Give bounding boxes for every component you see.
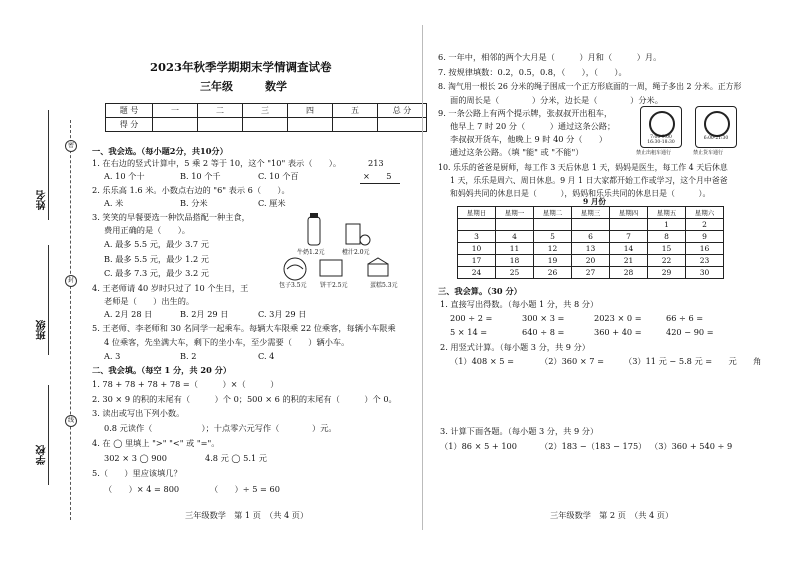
score-input-cell[interactable] bbox=[378, 118, 427, 132]
calendar-cell bbox=[458, 219, 496, 231]
subject-label: 数学 bbox=[265, 80, 287, 93]
food-label: 包子3.5元 bbox=[279, 282, 307, 289]
s3-mental-math-item[interactable]: 2023 × 0 = bbox=[594, 313, 642, 323]
calendar-cell: 1 bbox=[648, 219, 686, 231]
score-input-cell[interactable] bbox=[288, 118, 333, 132]
s3-question-3: 3. 计算下面各题。（每小题 3 分，共 9 分） bbox=[440, 426, 599, 436]
s1-q3-option-a[interactable]: A. 最多 5.5 元，最少 3.7 元 bbox=[104, 239, 209, 249]
s2-question-8-line2: 面的周长是（ ）分米，边长是（ ）分米。 bbox=[450, 95, 663, 105]
calendar-cell: 6 bbox=[572, 231, 610, 243]
s3-vertical-calc-item[interactable]: （3）11 元 − 5.8 元 = 元 角 bbox=[624, 356, 762, 366]
calendar-header: 星期二 bbox=[534, 207, 572, 219]
calendar-cell bbox=[572, 219, 610, 231]
s1-q3-option-c[interactable]: C. 最多 7.3 元，最少 3.2 元 bbox=[104, 268, 209, 278]
calendar-cell: 30 bbox=[686, 267, 724, 279]
food-label: 蛋糕5.3元 bbox=[370, 282, 398, 289]
calendar-header: 星期四 bbox=[610, 207, 648, 219]
bun-fold-icon bbox=[287, 265, 303, 269]
calendar-table bbox=[457, 206, 724, 279]
s2-question-10-line3: 和妈妈共同的休息日是（ ），妈妈和乐乐共同的休息日是（ ）。 bbox=[450, 189, 711, 198]
school-write-line[interactable] bbox=[48, 385, 49, 485]
sign-text: 16:30-18:30 bbox=[647, 140, 675, 145]
s2-question-9-line4: 通过这条公路。（填 "能" 或 "不能"） bbox=[450, 147, 584, 157]
orange-icon bbox=[360, 235, 370, 245]
calendar-header: 星期五 bbox=[648, 207, 686, 219]
calendar-cell: 8 bbox=[648, 231, 686, 243]
s1-question-2: 2. 乐乐高 1.6 米。小数点右边的 "6" 表示 6（ ）。 bbox=[92, 185, 290, 195]
s2-question-10: 10. 乐乐的爸爸是厨师，每工作 3 天后休息 1 天，妈妈是医生，每工作 4 天后休息 bbox=[438, 163, 728, 172]
calendar-cell: 15 bbox=[648, 243, 686, 255]
s3-expression-item[interactable]: （2）183 −（183 − 175） bbox=[540, 441, 647, 451]
page-divider bbox=[422, 25, 423, 530]
calendar-cell bbox=[496, 219, 534, 231]
score-header-cell: 总 分 bbox=[378, 104, 427, 118]
school-label: 学校 bbox=[37, 445, 48, 465]
score-table bbox=[105, 103, 427, 132]
seal-mark-circle: 线 bbox=[65, 415, 77, 427]
s1-q2-option-a[interactable]: A. 米 bbox=[104, 198, 124, 208]
s2-q5-blank-2[interactable]: （ ）÷ 5 = 60 bbox=[210, 484, 280, 494]
sign-text: 6:00-21:30 bbox=[703, 136, 729, 141]
sign-caption: 禁止出租车通行 bbox=[636, 150, 672, 156]
s2-question-3-line2: 0.8 元读作（ ）；十点零六元写作（ ）元。 bbox=[104, 423, 337, 433]
juice-glass-icon bbox=[346, 224, 360, 244]
milk-bottle-icon bbox=[308, 217, 320, 245]
calendar-cell: 25 bbox=[496, 267, 534, 279]
s1-q1-option-b[interactable]: B. 10 个千 bbox=[180, 171, 221, 181]
s1-q4-option-a[interactable]: A. 2月 28 日 bbox=[104, 309, 153, 319]
calendar-cell: 12 bbox=[534, 243, 572, 255]
cake-icon bbox=[368, 258, 388, 276]
s3-expression-item[interactable]: （3）360 + 540 ÷ 9 bbox=[650, 441, 733, 451]
s3-mental-math-item[interactable]: 5 × 14 = bbox=[450, 327, 488, 337]
no-truck-icon bbox=[704, 111, 730, 137]
s2-question-9: 9. 一条公路上有两个提示牌，张叔叔开出租车， bbox=[438, 108, 613, 118]
s3-vertical-calc-item[interactable]: （2）360 × 7 = bbox=[540, 356, 604, 366]
footer-page-2: 三年级数学 第 2 页 （共 4 页） bbox=[550, 510, 674, 520]
s1-q5-option-b[interactable]: B. 2 bbox=[180, 351, 197, 361]
calendar-cell bbox=[610, 219, 648, 231]
s3-vertical-calc-item[interactable]: （1）408 × 5 = bbox=[450, 356, 514, 366]
score-input-cell[interactable] bbox=[198, 118, 243, 132]
vertical-calc-line bbox=[360, 183, 400, 184]
calendar-cell: 17 bbox=[458, 255, 496, 267]
calendar-cell: 2 bbox=[686, 219, 724, 231]
s2-question-10-line2: 1 天，乐乐是周六、周日休息。9 月 1 日大家都开始工作或学习，这个月中爸爸 bbox=[450, 176, 728, 185]
s2-q4-compare-1[interactable]: 302 × 3 ◯ 900 bbox=[104, 453, 167, 463]
calendar-cell: 7 bbox=[610, 231, 648, 243]
calendar-cell: 22 bbox=[648, 255, 686, 267]
s1-question-1: 1. 在右边的竖式计算中，5 乘 2 等于 10，这个 "10" 表示（ ）。 bbox=[92, 158, 342, 168]
score-header-cell: 二 bbox=[198, 104, 243, 118]
vertical-calc-multiplier: × 5 bbox=[363, 171, 392, 181]
calendar-cell: 29 bbox=[648, 267, 686, 279]
calendar-cell: 4 bbox=[496, 231, 534, 243]
section3-heading: 三、我会算。（30 分） bbox=[438, 286, 522, 296]
calendar-cell: 16 bbox=[686, 243, 724, 255]
s1-q5-option-a[interactable]: A. 3 bbox=[104, 351, 121, 361]
score-header-cell: 一 bbox=[153, 104, 198, 118]
biscuit-icon bbox=[320, 260, 342, 276]
s1-question-5-line2: 4 位乘客，先坐满大车，剩下的坐小车，至少需要（ ）辆小车。 bbox=[104, 337, 350, 347]
grade-label: 三年级 bbox=[200, 80, 233, 93]
food-label: 饼干2.5元 bbox=[320, 282, 348, 289]
score-header-cell: 题 号 bbox=[106, 104, 153, 118]
no-taxi-icon bbox=[649, 111, 675, 137]
calendar-header: 星期日 bbox=[458, 207, 496, 219]
s2-question-8: 8. 淘气用一根长 26 分米的绳子围成一个正方形底面的一周，绳子多出 2 分米。正方形 bbox=[438, 82, 742, 91]
s3-question-2: 2. 用竖式计算。（每小题 3 分，共 9 分） bbox=[440, 342, 590, 352]
s2-question-3: 3. 读出或写出下列小数。 bbox=[92, 408, 185, 418]
score-header-cell: 四 bbox=[288, 104, 333, 118]
s2-question-4: 4. 在 ◯ 里填上 ">" "<" 或 "="。 bbox=[92, 438, 220, 448]
calendar-cell: 24 bbox=[458, 267, 496, 279]
s1-q5-option-c[interactable]: C. 4 bbox=[258, 351, 275, 361]
calendar-cell: 28 bbox=[610, 267, 648, 279]
s1-q2-option-c[interactable]: C. 厘米 bbox=[258, 198, 286, 208]
score-header-cell: 三 bbox=[243, 104, 288, 118]
s2-question-2: 2. 30 × 9 的积的末尾有（ ）个 0；500 × 6 的积的末尾有（ ）个 0。 bbox=[92, 394, 397, 404]
seal-mark-circle: 密 bbox=[65, 140, 77, 152]
s1-q4-option-c[interactable]: C. 3月 29 日 bbox=[258, 309, 307, 319]
calendar-cell: 18 bbox=[496, 255, 534, 267]
s1-q3-option-b[interactable]: B. 最多 5.5 元，最少 1.2 元 bbox=[104, 254, 209, 264]
s3-mental-math-item[interactable]: 640 ÷ 8 = bbox=[522, 327, 565, 337]
s3-mental-math-item[interactable]: 360 + 40 = bbox=[594, 327, 642, 337]
score-input-cell[interactable] bbox=[243, 118, 288, 132]
calendar-cell: 19 bbox=[534, 255, 572, 267]
s2-q4-compare-2[interactable]: 4.8 元 ◯ 5.1 元 bbox=[205, 453, 267, 463]
class-label: 班级 bbox=[37, 320, 48, 340]
score-header-cell: 五 bbox=[333, 104, 378, 118]
seal-mark-circle: 封 bbox=[65, 275, 77, 287]
s3-expression-item[interactable]: （1）86 × 5 + 100 bbox=[440, 441, 517, 451]
calendar-cell: 9 bbox=[686, 231, 724, 243]
exam-title: 2023年秋季学期期末学情调查试卷 bbox=[150, 60, 332, 74]
s3-mental-math-item[interactable]: 420 − 90 = bbox=[666, 327, 714, 337]
taxi-restriction-sign bbox=[640, 106, 682, 148]
s2-q5-blank-1[interactable]: （ ）× 4 = 800 bbox=[104, 484, 180, 494]
food-label: 牛奶1.2元 bbox=[297, 249, 325, 256]
s1-q1-option-c[interactable]: C. 10 个百 bbox=[258, 171, 299, 181]
s2-question-7: 7. 按规律填数：0.2，0.5，0.8，（ ），（ ）。 bbox=[438, 67, 627, 77]
calendar-title: 9 月份 bbox=[583, 197, 606, 206]
calendar-cell: 3 bbox=[458, 231, 496, 243]
s3-mental-math-item[interactable]: 300 × 3 = bbox=[522, 313, 565, 323]
vertical-calc-number: 213 bbox=[368, 158, 384, 168]
s1-question-3: 3. 笑笑的早餐要选一种饮品搭配一种主食， bbox=[92, 212, 250, 222]
calendar-cell: 11 bbox=[496, 243, 534, 255]
calendar-cell: 26 bbox=[534, 267, 572, 279]
milk-bottle-cap-icon bbox=[310, 213, 318, 218]
calendar-cell: 14 bbox=[610, 243, 648, 255]
s1-question-4: 4. 王老师请 40 岁时只过了 10 个生日，王 bbox=[92, 283, 249, 293]
calendar-cell: 21 bbox=[610, 255, 648, 267]
calendar-cell: 5 bbox=[534, 231, 572, 243]
section2-heading: 二、我会填。（每空 1 分，共 20 分） bbox=[92, 365, 232, 375]
footer-page-1: 三年级数学 第 1 页 （共 4 页） bbox=[185, 510, 309, 520]
s3-mental-math-item[interactable]: 66 ÷ 6 = bbox=[666, 313, 704, 323]
s1-question-5: 5. 王老师、李老师和 30 名同学一起乘车。每辆大车限乘 22 位乘客，每辆小车限乘 bbox=[92, 323, 396, 333]
s1-q1-option-a[interactable]: A. 10 个十 bbox=[104, 171, 145, 181]
s2-question-1: 1. 78 + 78 + 78 + 78 =（ ）×（ ） bbox=[92, 379, 279, 389]
s1-q4-option-b[interactable]: B. 2月 29 日 bbox=[180, 309, 229, 319]
score-input-cell[interactable] bbox=[153, 118, 198, 132]
section1-heading: 一、我会选。（每小题2分，共10分） bbox=[92, 146, 228, 156]
s3-question-1: 1. 直接写出得数。（每小题 1 分，共 8 分） bbox=[440, 299, 599, 309]
calendar-header: 星期一 bbox=[496, 207, 534, 219]
sign-text: 7:00-9:00 bbox=[650, 135, 672, 140]
food-label: 橙汁2.0元 bbox=[342, 249, 370, 256]
s1-question-4-line2: 老师是（ ）出生的。 bbox=[104, 296, 195, 306]
calendar-cell: 13 bbox=[572, 243, 610, 255]
score-input-cell[interactable] bbox=[333, 118, 378, 132]
calendar-cell: 27 bbox=[572, 267, 610, 279]
s3-mental-math-item[interactable]: 200 ÷ 2 = bbox=[450, 313, 493, 323]
truck-restriction-sign bbox=[695, 106, 737, 148]
calendar-header: 星期三 bbox=[572, 207, 610, 219]
binding-dashed-line bbox=[70, 120, 71, 520]
calendar-cell: 20 bbox=[572, 255, 610, 267]
s2-question-9-line3: 李叔叔开货车，他晚上 9 时 40 分（ ） bbox=[450, 134, 608, 144]
calendar-cell bbox=[534, 219, 572, 231]
sign-caption: 禁止货车通行 bbox=[693, 150, 724, 156]
calendar-header: 星期六 bbox=[686, 207, 724, 219]
s1-question-3-line2: 费用正确的是（ ）。 bbox=[104, 225, 190, 235]
s2-question-9-line2: 他早上 7 时 20 分（ ）通过这条公路； bbox=[450, 121, 616, 131]
s2-question-6: 6. 一年中，相邻的两个大月是（ ）月和（ ）月。 bbox=[438, 52, 662, 62]
s2-question-5: 5.（ ）里应该填几？ bbox=[92, 468, 182, 478]
name-label: 姓名 bbox=[37, 190, 48, 210]
s1-q2-option-b[interactable]: B. 分米 bbox=[180, 198, 208, 208]
calendar-cell: 23 bbox=[686, 255, 724, 267]
calendar-cell: 10 bbox=[458, 243, 496, 255]
score-row-label: 得 分 bbox=[106, 118, 153, 132]
